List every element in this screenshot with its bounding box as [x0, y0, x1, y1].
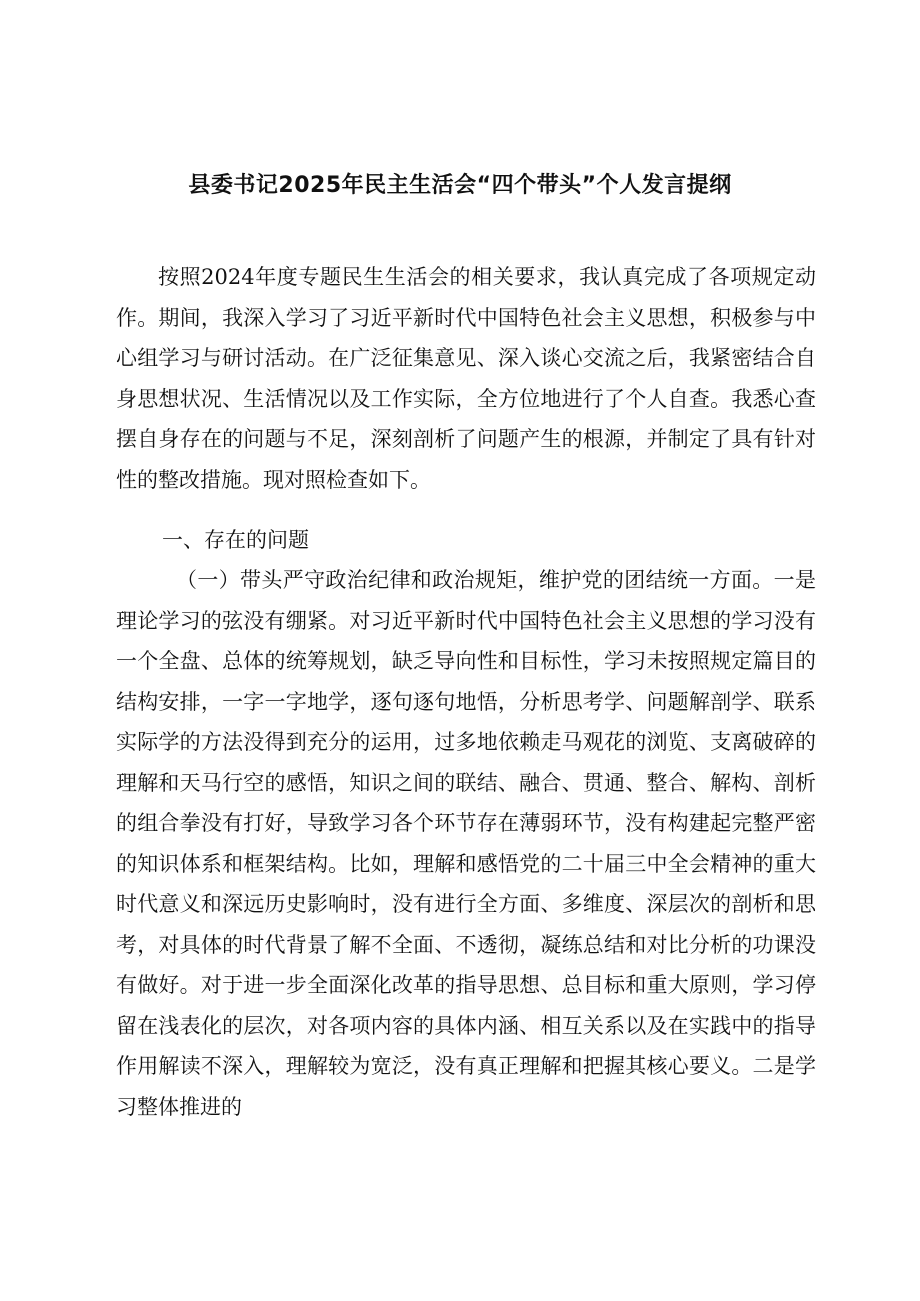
section-body-block — [116, 560, 816, 1127]
section-heading-problems: 一、存在的问题 — [162, 528, 309, 552]
intro-paragraph: 按照2024年度专题民生生活会的相关要求，我认真完成了各项规定动作。期间，我深入学习了习近平新时代中国特色社会主义思想，积极参与中心组学习与研讨活动。在广泛征集意见、深入谈心交流之后，我紧密结合自身思想状况、生活情况以及工作实际，全方位地进行了个人自查。我悉心查摆自身存在的问题与不足，深刻剖析了问题产生的根源，并制定了具有针对性的整改措施。现对照检查如下。 — [116, 265, 816, 492]
intro-paragraph-block — [116, 257, 816, 500]
document-title: 县委书记2025年民主生活会“四个带头”个人发言提纲 — [188, 173, 732, 198]
section-paragraph: （一）带头严守政治纪律和政治规矩，维护党的团结统一方面。一是理论学习的弦没有绷紧。对习近平新时代中国特色社会主义思想的学习没有一个全盘、总体的统筹规划，缺乏导向性和目标性，学习未按照规定篇目的结构安排，一字一字地学，逐句逐句地悟，分析思考学、问题解剖学、联系实际学的方法没得到充分的运用，过多地依赖走马观花的浏览、支离破碎的理解和天马行空的感悟，知识之间的联结、融合、贯通、整合、解构、剖析的组合拳没有打好，导致学习各个环节存在薄弱环节，没有构建起完整严密的知识体系和框架结构。比如，理解和感悟党的二十届三中全会精神的重大时代意义和深远历史影响时，没有进行全方面、多维度、深层次的剖析和思考，对具体的时代背景了解不全面、不透彻，凝练总结和对比分析的功课没有做好。对于进一步全面深化改革的指导思想、总目标和重大原则，学习停留在浅表化的层次，对各项内容的具体内涵、相互关系以及在实践中的指导作用解读不深入，理解较为宽泛，没有真正理解和把握其核心要义。二是学习整体推进的 — [116, 568, 816, 1119]
